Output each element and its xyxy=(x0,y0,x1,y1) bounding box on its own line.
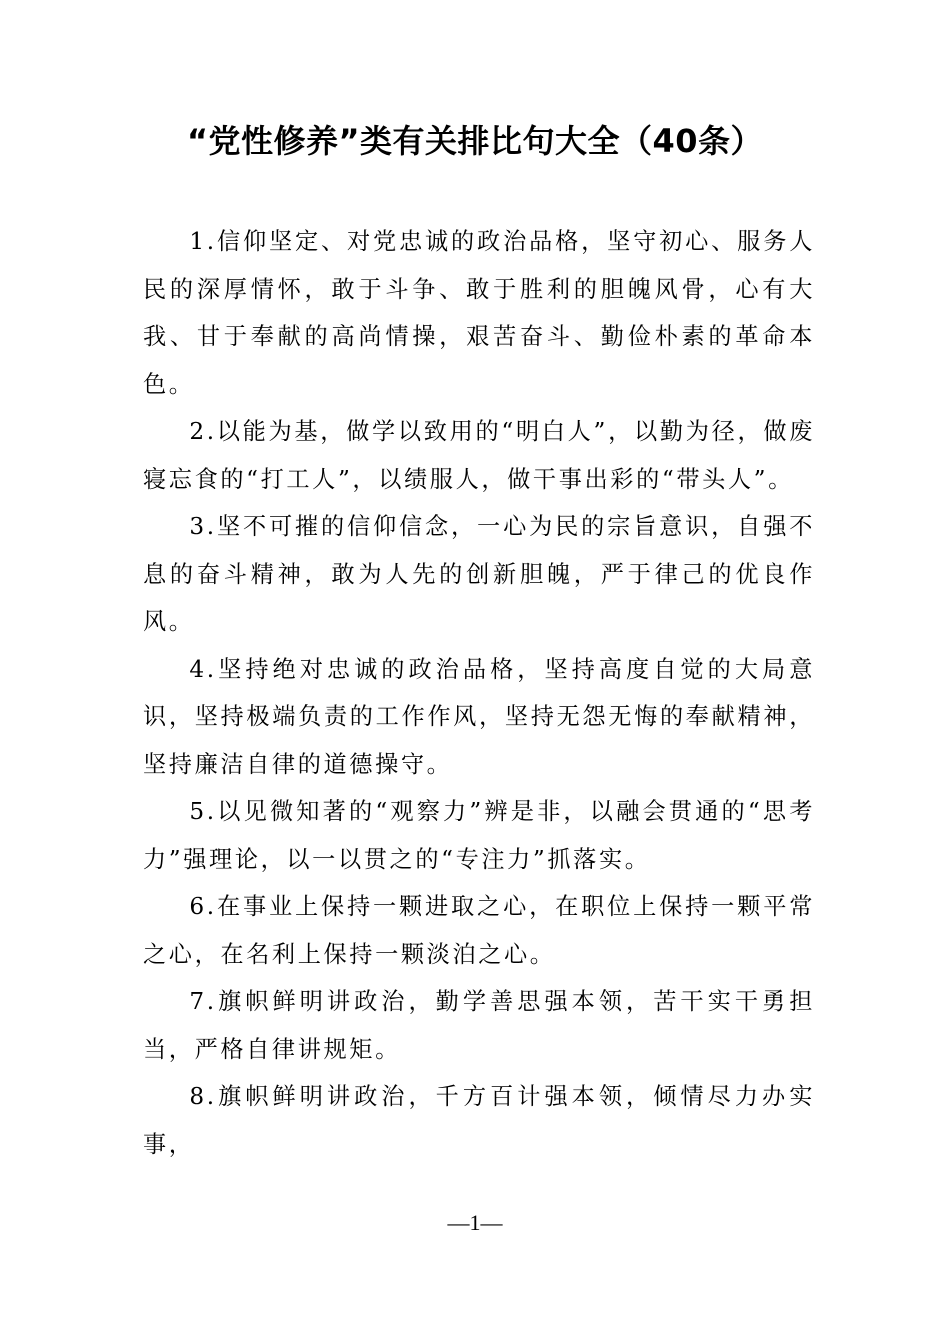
paragraph-8: 8.旗帜鲜明讲政治，千方百计强本领，倾情尽力办实事， xyxy=(143,1083,815,1158)
page-number: —1— xyxy=(447,1210,503,1235)
paragraph-6: 6.在事业上保持一颗进取之心，在职位上保持一颗平常之心，在名利上保持一颗淡泊之心。 xyxy=(143,893,815,968)
document-body xyxy=(143,218,815,1168)
paragraph-4: 4.坚持绝对忠诚的政治品格，坚持高度自觉的大局意识，坚持极端负责的工作作风，坚持无怨无悔的奉献精神，坚持廉洁自律的道德操守。 xyxy=(143,655,815,778)
paragraph-2: 2.以能为基，做学以致用的“明白人”，以勤为径，做废寝忘食的“打工人”，以绩服人，做干事出彩的“带头人”。 xyxy=(143,418,815,493)
paragraph-3: 3.坚不可摧的信仰信念，一心为民的宗旨意识，自强不息的奋斗精神，敢为人先的创新胆魄，严于律己的优良作风。 xyxy=(143,513,815,635)
paragraph-5: 5.以见微知著的“观察力”辨是非，以融会贯通的“思考力”强理论，以一以贯之的“专注力”抓落实。 xyxy=(143,798,815,873)
paragraph-7: 7.旗帜鲜明讲政治，勤学善思强本领，苦干实干勇担当，严格自律讲规矩。 xyxy=(143,988,815,1063)
paragraph-1: 1.信仰坚定、对党忠诚的政治品格，坚守初心、服务人民的深厚情怀，敢于斗争、敢于胜利的胆魄风骨，心有大我、甘于奉献的高尚情操，艰苦奋斗、勤俭朴素的革命本色。 xyxy=(143,228,815,398)
document-title: “党性修养”类有关排比句大全（40条） xyxy=(186,122,764,160)
